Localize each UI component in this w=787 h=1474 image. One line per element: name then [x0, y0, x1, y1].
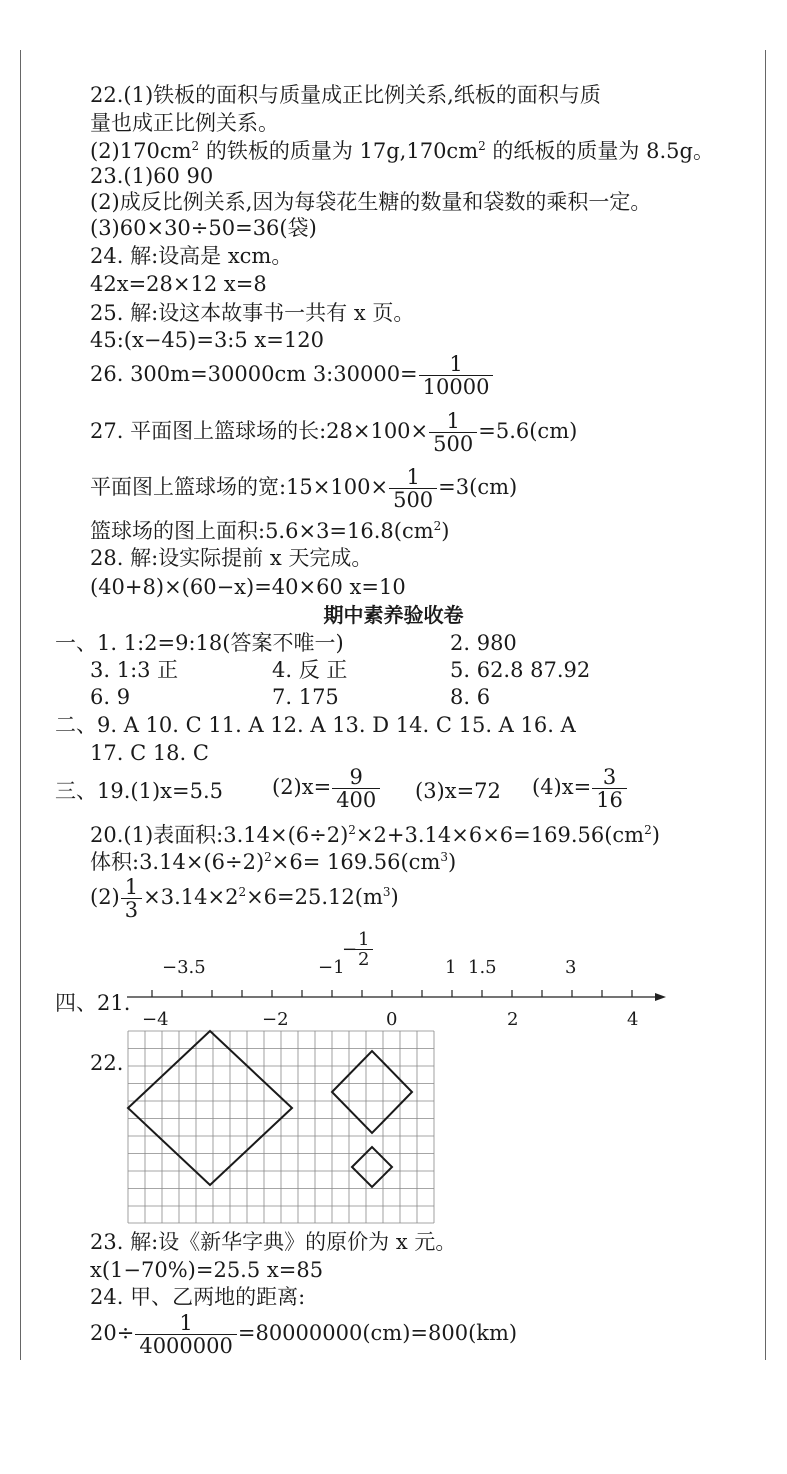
grid-lines [128, 1031, 434, 1223]
label-neg-half-sign: − [342, 939, 358, 960]
part1-row2-b: 4. 反 正 [272, 658, 348, 682]
part1-row1-a: 一、1. 1:2=9:18(答案不唯一) [55, 631, 344, 655]
q24-fraction: $\frac{1}{4000000}$ [135, 1312, 237, 1357]
label-neg-1: −1 [318, 957, 345, 978]
part1-row2-a: 3. 1:3 正 [90, 658, 179, 682]
q28-line2: (40+8)×(60−x)=40×60 x=10 [90, 575, 406, 599]
part4-q24-line2: 20÷ $\frac{1}{4000000}$ =80000000(cm)=800(km) [90, 1311, 518, 1358]
q23-line3: (3)60×30÷50=36(袋) [90, 216, 317, 240]
q22-line3: $(2)170cm^2$ 的铁板的质量为 $17g,170cm^2$ 的纸板的质量为 8.5g。 [90, 139, 714, 163]
axis-0: 0 [386, 1009, 398, 1030]
q25-line2: 45:(x−45)=3:5 x=120 [90, 328, 324, 352]
part2-row1: 二、9. A 10. C 11. A 12. A 13. D 14. C 15. A 16. A [55, 713, 576, 737]
number-line-ticks [152, 990, 632, 997]
q23-line1: 23.(1)60 90 [90, 164, 214, 188]
large-diamond [128, 1031, 292, 1185]
q27-fraction-2: $\frac{1}{500}$ [389, 466, 437, 511]
left-margin-rule [20, 50, 21, 1360]
part4-q23-line1: 23. 解:设《新华字典》的原价为 x 元。 [90, 1230, 457, 1254]
q19-2-fraction: $\frac{9}{400}$ [332, 766, 380, 811]
q22-line1: 22.(1)铁板的面积与质量成正比例关系,纸板的面积与质 [90, 83, 601, 107]
label-3: 3 [565, 957, 577, 978]
part3-q19-2: (2)x= $\frac{9}{400}$ [272, 766, 381, 811]
q27-fraction-1: $\frac{1}{500}$ [429, 410, 477, 455]
part3-q19-3: (3)x=72 [415, 779, 501, 803]
part4-q23-line2: x(1−70%)=25.5 x=85 [90, 1258, 324, 1282]
axis-2: 2 [507, 1009, 519, 1030]
small-diamond [352, 1147, 392, 1187]
q28-line1: 28. 解:设实际提前 x 天完成。 [90, 546, 373, 570]
part1-row2-c: 5. 62.8 87.92 [450, 658, 591, 682]
square-grid [125, 1028, 435, 1224]
axis-neg-2: −2 [262, 1009, 289, 1030]
section-title: 期中素养验收卷 [323, 603, 464, 627]
q26-fraction: $\frac{1}{10000}$ [419, 353, 494, 398]
q25-line1: 25. 解:设这本故事书一共有 x 页。 [90, 301, 415, 325]
part3-q20-line1: 20.(1)表面积$:3.14\times(6\div 2)^2\times 2+3.14\times 6\times 6=169.56(cm^2)$ [90, 823, 660, 847]
label-1-5: 1.5 [468, 957, 497, 978]
label-neg-half: $\frac{1}{2}$ [353, 930, 374, 969]
q19-4-fraction: $\frac{3}{16}$ [592, 766, 627, 811]
axis-neg-4: −4 [142, 1009, 169, 1030]
q23-line2: (2)成反比例关系,因为每袋花生糖的数量和袋数的乘积一定。 [90, 190, 652, 214]
right-margin-rule [765, 50, 766, 1360]
part4-q24-line1: 24. 甲、乙两地的距离: [90, 1285, 306, 1309]
q22-grid-label: 22. [90, 1051, 124, 1075]
q20-fraction: $\frac{1}{3}$ [121, 876, 142, 921]
part3-q20-line3: (2) $\frac{1}{3}$ $\times 3.14\times 2^2\times 6=25.12(m^3)$ [90, 875, 399, 922]
part1-row3-b: 7. 175 [272, 685, 339, 709]
part3-q19-4: (4)x= $\frac{3}{16}$ [532, 766, 628, 811]
q21-label: 四、21. [55, 991, 131, 1015]
part3-q20-line2: 体积$:3.14\times(6\div 2)^2\times 6= 169.56(cm^3)$ [90, 850, 457, 874]
axis-4: 4 [627, 1009, 639, 1030]
part1-row1-b: 2. 980 [450, 631, 517, 655]
label-1: 1 [445, 957, 457, 978]
q24-line2: 42x=28×12 x=8 [90, 272, 267, 296]
number-line-arrow [655, 993, 666, 1001]
q27-line2: 平面图上篮球场的宽:15×100× $\frac{1}{500}$ =3(cm) [90, 465, 518, 512]
q27-line1: 27. 平面图上篮球场的长:28×100× $\frac{1}{500}$ =5.6(cm) [90, 409, 578, 456]
q22-line2: 量也成正比例关系。 [90, 111, 279, 135]
q26-line: 26. 300m=30000cm 3:30000= $\frac{1}{10000}$ [90, 353, 494, 398]
label-neg-3-5: −3.5 [162, 957, 206, 978]
part3-q19-1: 三、19.(1)x=5.5 [55, 779, 223, 803]
q24-line1: 24. 解:设高是 xcm。 [90, 244, 293, 268]
part2-row2: 17. C 18. C [90, 741, 209, 765]
part1-row3-a: 6. 9 [90, 685, 131, 709]
q27-line3: 篮球场的图上面积$:5.6\times 3=16.8(cm^2)$ [90, 519, 450, 543]
part1-row3-c: 8. 6 [450, 685, 491, 709]
